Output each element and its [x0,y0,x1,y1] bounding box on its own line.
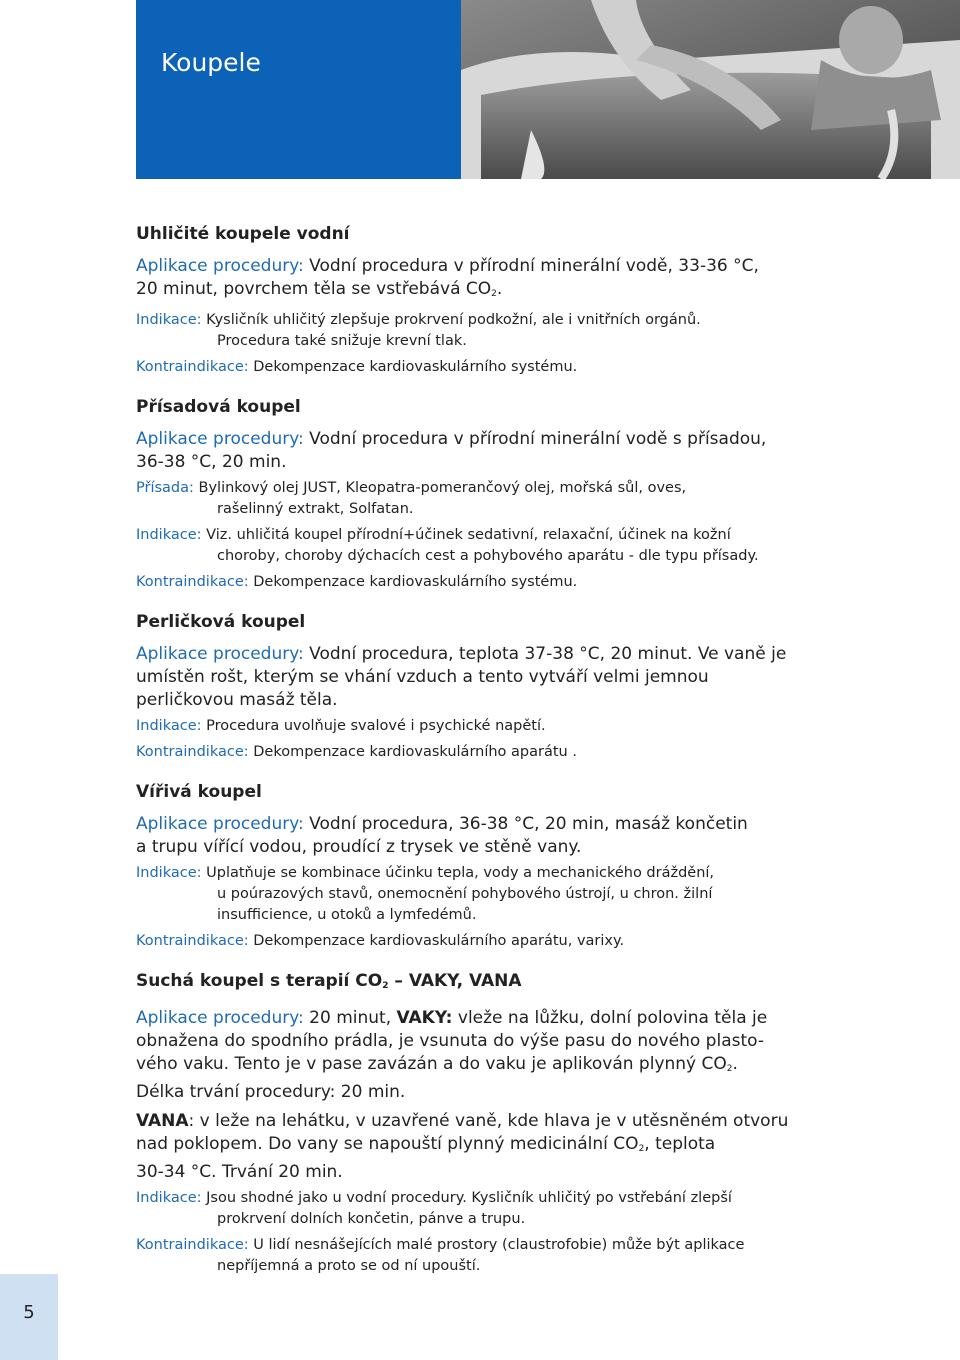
label-aplikace: Aplikace procedury: [136,644,304,664]
section-title: Perličková koupel [136,612,306,632]
row-cont: 36-38 °C, 20 min. [136,452,287,472]
row-line: Délka trvání procedury: 20 min. [136,1082,406,1102]
label-kontraindikace: Kontraindikace: [136,933,249,949]
label-indikace: Indikace: [136,1190,202,1206]
label-indikace: Indikace: [136,718,202,734]
row-line: 30-34 °C. Trvání 20 min. [136,1162,343,1182]
label-kontraindikace: Kontraindikace: [136,359,249,375]
row-cont: Procedura také snižuje krevní tlak. [217,333,467,349]
label-aplikace: Aplikace procedury: [136,1008,304,1028]
section-perlickova [136,610,876,763]
section-sucha [136,969,876,1277]
label-indikace: Indikace: [136,527,202,543]
row-aplikace [136,255,876,306]
row-text: Dekompenzace kardiovaskulárního systému. [253,574,578,590]
label-aplikace: Aplikace procedury: [136,429,304,449]
row-kontraindikace [136,742,876,763]
row-aplikace [136,1007,876,1104]
row-indikace [136,310,876,352]
header-banner [136,0,461,179]
row-line: nad poklopem. Do vany se napouští plynný medicinální CO [136,1134,639,1154]
content [136,222,876,1294]
row-aplikace [136,813,876,859]
section-title: Vířivá koupel [136,782,262,802]
co2-subscript: 2 [491,289,497,299]
row-text: Jsou shodné jako u vodní procedury. Kysličník uhličitý po vstřebání zlepší [206,1190,732,1206]
row-indikace [136,863,876,926]
section-prisadova [136,395,876,593]
row-kontraindikace [136,1235,876,1277]
co2-subscript: 2 [638,1144,645,1154]
row-text: U lidí nesnášejících malé prostory (claustrofobie) může být aplikace [253,1237,745,1253]
label-aplikace: Aplikace procedury: [136,256,304,276]
label-aplikace: Aplikace procedury: [136,814,304,834]
section-title: Přísadová koupel [136,397,301,417]
row-after: . [496,279,503,299]
co2-subscript: 2 [726,1064,733,1074]
section-viriva [136,780,876,952]
row-cont2: perličkovou masáž těla. [136,690,338,710]
row-text: Procedura uvolňuje svalové i psychické napětí. [206,718,546,734]
row-cont: a trupu vířící vodou, proudící z trysek ve stěně vany. [136,837,582,857]
row-cont: rašelinný extrakt, Solfatan. [217,501,414,517]
row-text: Vodní procedura v přírodní minerální vodě s přísadou, [309,429,767,449]
page-title: Koupele [161,48,261,77]
spa-bath-photo [461,0,960,179]
row-vana [136,1110,876,1184]
vana-bold: VANA [136,1111,189,1131]
row-text: Dekompenzace kardiovaskulárního aparátu . [253,744,577,760]
row-cont: umístěn rošt, kterým se vhání vzduch a tento vytváří velmi jemnou [136,667,709,687]
row-text: Vodní procedura, 36-38 °C, 20 min, masáž končetin [309,814,748,834]
row-cont: choroby, choroby dýchacích cest a pohybového aparátu - dle typu přísady. [217,548,759,564]
section-uhlicite [136,222,876,378]
co2-subscript: 2 [382,981,389,991]
title-pre: Suchá koupel s terapií CO [136,971,383,991]
row-cont: prokrvení dolních končetin, pánve a trupu. [217,1211,526,1227]
row-kontraindikace [136,931,876,952]
row-kontraindikace [136,572,876,593]
row-line: , teplota [644,1134,716,1154]
row-kontraindikace [136,357,876,378]
label-kontraindikace: Kontraindikace: [136,574,249,590]
row-text: Uplatňuje se kombinace účinku tepla, vody a mechanického dráždění, [206,865,715,881]
row-aplikace [136,643,876,712]
row-text: 20 minut, [309,1008,397,1028]
row-indikace [136,716,876,737]
label-kontraindikace: Kontraindikace: [136,744,249,760]
page-number-box [0,1274,58,1360]
label-indikace: Indikace: [136,312,202,328]
row-text: Bylinkový olej JUST, Kleopatra-pomerančový olej, mořská sůl, oves, [198,480,687,496]
row-indikace [136,1188,876,1230]
row-text: Viz. uhličitá koupel přírodní+účinek sedativní, relaxační, účinek na kožní [206,527,731,543]
row-text: Dekompenzace kardiovaskulárního aparátu, varixy. [253,933,625,949]
section-title [136,969,876,998]
row-prisada [136,478,876,520]
row-line: obnažena do spodního prádla, je vsunuta do výše pasu do nového plasto- [136,1031,764,1051]
title-post: – VAKY, VANA [388,971,522,991]
section-title: Uhličité koupele vodní [136,224,350,244]
row-indikace [136,525,876,567]
row-cont: u poúrazových stavů, onemocnění pohybového ústrojí, u chron. žilní [217,886,713,902]
row-text: Kysličník uhličitý zlepšuje prokrvení podkožní, ale i vnitřních orgánů. [206,312,701,328]
row-text: Dekompenzace kardiovaskulárního systému. [253,359,578,375]
row-text: vleže na lůžku, dolní polovina těla je [452,1008,768,1028]
label-prisada: Přísada: [136,480,194,496]
row-line: vého vaku. Tento je v pase zavázán a do vaku je aplikován plynný CO [136,1054,727,1074]
row-cont2: insufficience, u otoků a lymfedémů. [217,907,477,923]
row-line: . [732,1054,738,1074]
label-kontraindikace: Kontraindikace: [136,1237,249,1253]
row-text: : v leže na lehátku, v uzavřené vaně, kde hlava je v utěsněném otvoru [188,1111,789,1131]
row-aplikace [136,428,876,474]
row-cont: nepříjemná a proto se od ní upouští. [217,1258,481,1274]
vaky-bold: VAKY: [396,1008,453,1028]
row-text: Vodní procedura v přírodní minerální vodě, 33-36 °C, [309,256,759,276]
spa-bath-photo-illustration [461,0,960,179]
row-cont: 20 minut, povrchem těla se vstřebává CO [136,279,492,299]
row-text: Vodní procedura, teplota 37-38 °C, 20 minut. Ve vaně je [309,644,787,664]
label-indikace: Indikace: [136,865,202,881]
page-number: 5 [23,1302,35,1323]
